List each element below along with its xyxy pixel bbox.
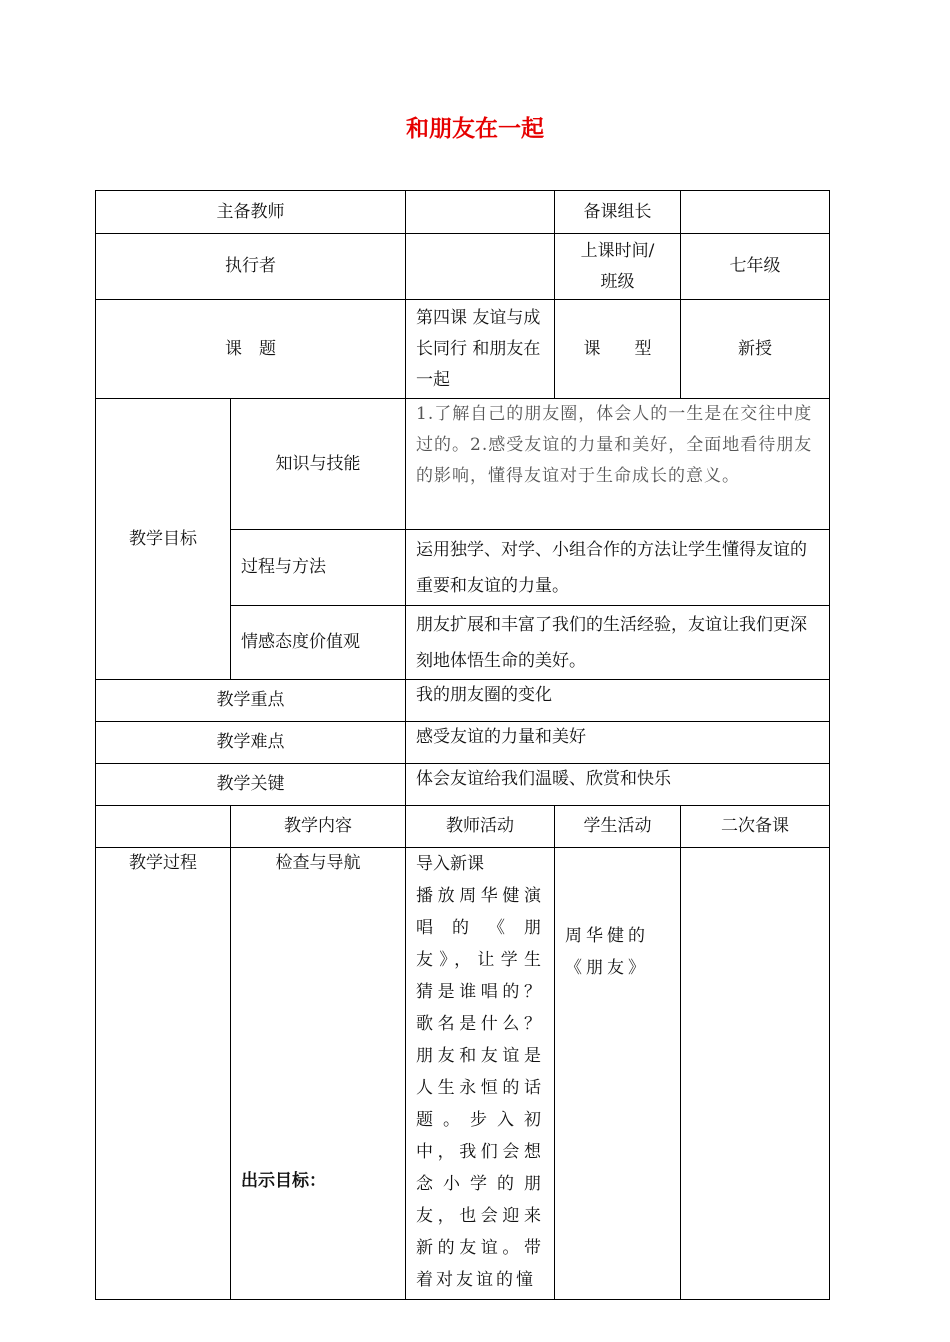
difficult-point-label: 教学难点	[96, 722, 406, 764]
key-point-label: 教学重点	[96, 680, 406, 722]
group-leader-value	[681, 191, 830, 234]
row-executor	[96, 234, 830, 300]
lesson-type-value: 新授	[681, 300, 830, 399]
crux-text: 体会友谊给我们温暖、欣赏和快乐	[406, 764, 830, 806]
process-content-goals: 出示目标：	[241, 1171, 326, 1191]
emotion-values-text: 朋友扩展和丰富了我们的生活经验，友谊让我们更深刻地体悟生命的美好。	[406, 606, 830, 680]
lead-teacher-label: 主备教师	[96, 191, 406, 234]
knowledge-skills-label: 知识与技能	[231, 399, 406, 530]
crux-label: 教学关键	[96, 764, 406, 806]
class-time-value: 七年级	[681, 234, 830, 300]
process-student-cell: 周华健的《朋友》	[555, 848, 681, 1300]
executor-label: 执行者	[96, 234, 406, 300]
header-teacher-activity: 教师活动	[406, 806, 555, 848]
lead-teacher-value	[406, 191, 555, 234]
lesson-plan-table	[95, 190, 830, 1300]
teaching-goals-label: 教学目标	[96, 399, 231, 680]
row-process-header	[96, 806, 830, 848]
header-second-prep: 二次备课	[681, 806, 830, 848]
difficult-point-text: 感受友谊的力量和美好	[406, 722, 830, 764]
group-leader-label: 备课组长	[555, 191, 681, 234]
row-crux	[96, 764, 830, 806]
row-process	[96, 848, 830, 1300]
header-content: 教学内容	[231, 806, 406, 848]
process-method-text: 运用独学、对学、小组合作的方法让学生懂得友谊的重要和友谊的力量。	[406, 530, 830, 606]
process-teacher-cell	[406, 848, 555, 1300]
process-teacher-heading: 导入新课	[416, 854, 484, 874]
process-method-label: 过程与方法	[231, 530, 406, 606]
row-topic	[96, 300, 830, 399]
header-empty	[96, 806, 231, 848]
lesson-type-label: 课 型	[555, 300, 681, 399]
header-student-activity: 学生活动	[555, 806, 681, 848]
topic-label: 课 题	[96, 300, 406, 399]
executor-value	[406, 234, 555, 300]
process-content-check: 检查与导航	[275, 853, 361, 873]
process-label: 教学过程	[96, 848, 231, 1300]
process-content-cell	[231, 848, 406, 1300]
row-lead-teacher	[96, 191, 830, 234]
row-key-point	[96, 680, 830, 722]
process-teacher-text: 播放周华健演唱的《朋友》，让学生猜是谁唱的？歌名是什么？朋友和友谊是人生永恒的话题。步入初中，我们会想念小学的朋友，也会迎来新的友谊。带着对友谊的憧	[416, 886, 544, 1290]
row-goal-knowledge	[96, 399, 830, 530]
knowledge-skills-text: 1.了解自己的朋友圈，体会人的一生是在交往中度过的。2.感受友谊的力量和美好，全面地看待朋友的影响，懂得友谊对于生命成长的意义。	[406, 399, 830, 530]
row-difficult-point	[96, 722, 830, 764]
class-time-label: 上课时间/班级	[555, 234, 681, 300]
document-title: 和朋友在一起	[406, 116, 544, 142]
key-point-text: 我的朋友圈的变化	[406, 680, 830, 722]
process-second-prep-cell	[681, 848, 830, 1300]
topic-value: 第四课 友谊与成长同行 和朋友在一起	[406, 300, 555, 399]
emotion-values-label: 情感态度价值观	[231, 606, 406, 680]
